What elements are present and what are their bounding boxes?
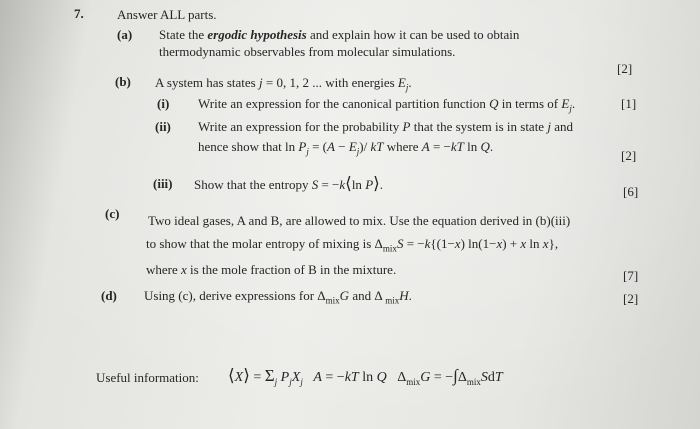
part-c-text-line2: to show that the molar entropy of mixing is $\Delta_{mix}S = -k\{(1-x) \ln(1-x) + x$ ln x}, bbox=[146, 236, 559, 254]
part-b-label: (b) bbox=[115, 74, 131, 89]
part-d-marks: [2] bbox=[623, 291, 639, 306]
part-d-label: (d) bbox=[101, 288, 117, 303]
part-c-text-line3: where x is the mole fraction of B in the mixture. bbox=[146, 262, 397, 277]
part-b-i-label: (i) bbox=[157, 96, 170, 111]
part-b-ii-label: (ii) bbox=[155, 119, 171, 134]
part-b-iii-marks: [6] bbox=[623, 184, 639, 199]
part-a-label: (a) bbox=[117, 27, 133, 42]
part-a-text: State the ergodic hypothesis and explain how it can be used to obtain bbox=[159, 27, 520, 42]
useful-info-label: Useful information: bbox=[96, 370, 199, 385]
question-number: 7. bbox=[74, 6, 84, 21]
part-c-label: (c) bbox=[105, 206, 120, 221]
part-a-marks: [2] bbox=[617, 61, 633, 76]
part-d-text: Using (c), derive expressions for $\Delta_{mix}G$ and Δ $_{mix}$H. bbox=[144, 288, 412, 306]
useful-info-formulas: ⟨X⟩ = $\Sigma_j$ $P_jX_j$ A = −kT ln Q $\Delta_{mix}G = -\int\Delta_{mix}SdT$ bbox=[228, 366, 503, 387]
part-b-i-marks: [1] bbox=[621, 96, 637, 111]
part-a-text-line2: thermodynamic observables from molecular simulations. bbox=[159, 44, 456, 59]
part-b-ii-text-line2: hence show that $\ln P_j = (A - E_j)/$ kT where A = −kT ln Q. bbox=[198, 139, 494, 157]
part-b-iii-label: (iii) bbox=[153, 176, 173, 191]
part-c-text: Two ideal gases, A and B, are allowed to mix. Use the equation derived in (b)(iii) bbox=[148, 213, 571, 228]
part-b-i-text: Write an expression for the canonical partition function Q in terms of $E_j$. bbox=[198, 96, 576, 114]
part-c-marks: [7] bbox=[623, 268, 639, 283]
part-b-iii-text: Show that the entropy S = −k⟨ln P⟩. bbox=[194, 174, 384, 193]
part-b-ii-marks: [2] bbox=[621, 148, 637, 163]
part-b-intro: A system has states j = 0, 1, 2 ... with energies $E_j$. bbox=[155, 75, 412, 93]
question-intro: Answer ALL parts. bbox=[117, 7, 217, 22]
part-b-ii-text: Write an expression for the probability P that the system is in state j and bbox=[198, 119, 573, 134]
